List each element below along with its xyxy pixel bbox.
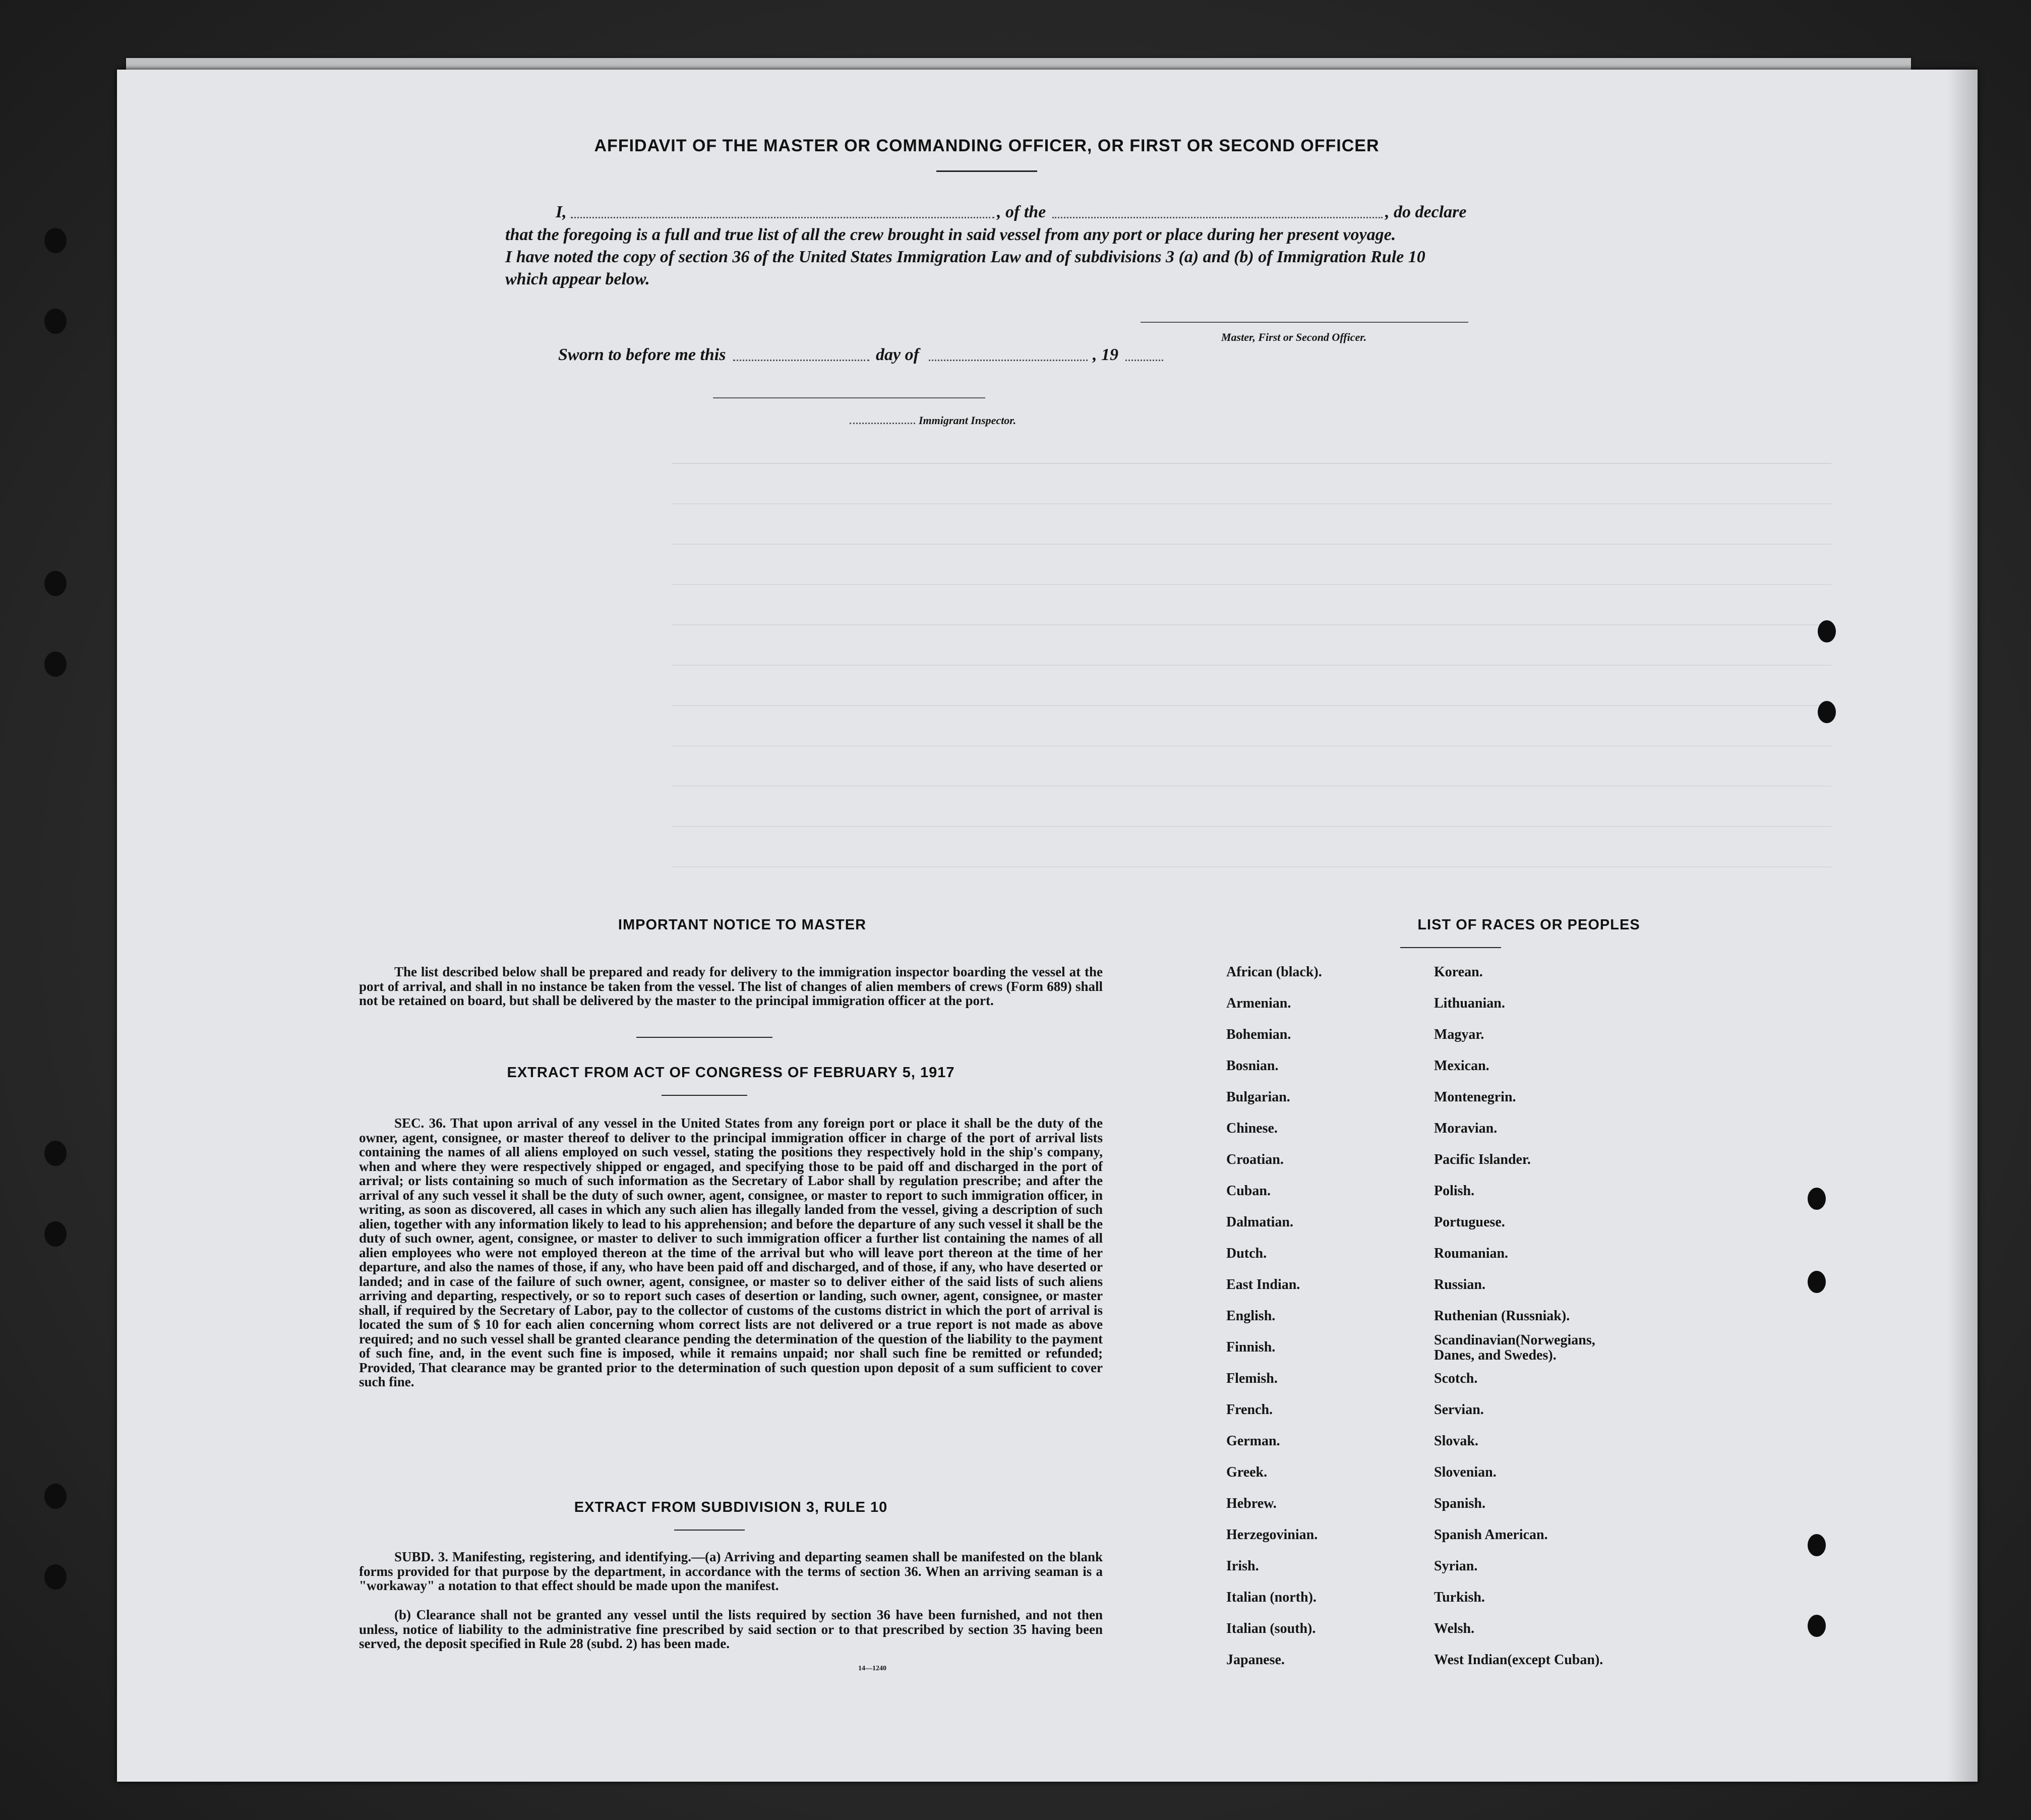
race-item: Scotch. — [1434, 1371, 1478, 1386]
race-item: Pacific Islander. — [1434, 1152, 1531, 1167]
race-item: Welsh. — [1434, 1621, 1475, 1636]
race-item: Spanish. — [1434, 1496, 1485, 1511]
race-item: Bulgarian. — [1226, 1089, 1290, 1105]
rule-text-b: (b) Clearance shall not be granted any vessel until the lists required by section 36 have been furnished, and not then unless, notice of liability to the administrative fine prescribed by said section or to that prescribed by section 35 having been served, the deposit specified in Rule 28 (subd. 2) has been made. — [359, 1607, 1103, 1651]
race-item: Polish. — [1434, 1183, 1475, 1199]
affidavit-line2: that the foregoing is a full and true list of all the crew brought in said vessel from any port or place during her present voyage. — [505, 225, 1396, 244]
act-text: SEC. 36. That upon arrival of any vessel in the United States from any foreign port or place it shall be the duty of the owner, agent, consignee, or master thereof to deliver to the principal immigration officer in charge of the port of arrival lists containing the names of all aliens employed on such vessel, stating the positions they respectively hold in the ship's company, when and where they were respectively shipped or engaged, and specifying those to be paid off and discharged in the port of arrival; or lists containing so much of such information as the Secretary of Labor shall by regulation prescribe; and after the arrival of any such vessel it shall be the duty of such owner, agent, consignee, or master to report to such immigration officer, in writing, as soon as discovered, all cases in which any such alien has illegally landed from the vessel, giving a description of such alien, together with any information likely to lead to his apprehension; and before the departure of any such vessel it shall be the duty of such owner, agent, consignee, or master to deliver to such immigration officer a further list containing the names of all alien employees who were not employed thereon at the time of the arrival but who will leave port thereon at the time of her departure, and also the names of those, if any, who have been paid off and discharged, and of those, if any, who have deserted or landed; and in case of the failure of such owner, agent, consignee, or master so to deliver either of the said lists of such aliens arriving and departing, respectively, or so to report such cases of desertion or landing, such owner, agent, consignee, or master shall, if required by the Secretary of Labor, pay to the collector of customs of the customs district in which the port of arrival is located the sum of $ 10 for each alien concerning whom correct lists are not delivered or a true report is not made as above required; and no such vessel shall be granted clearance pending the determination of the question of the liability to the payment of such fine, and, in the event such fine is imposed, while it remains unpaid; nor shall such fine be remitted or refunded; Provided, That clearance may be granted prior to the determination of such question upon deposit of a sum sufficient to cover such fine. — [359, 1116, 1103, 1389]
race-item: Russian. — [1434, 1277, 1485, 1293]
binder-hole-icon — [44, 652, 67, 677]
race-item: Syrian. — [1434, 1558, 1478, 1574]
name-blank — [571, 217, 994, 218]
race-item: Croatian. — [1226, 1152, 1284, 1167]
notice-rule — [636, 1037, 772, 1038]
race-item: German. — [1226, 1433, 1280, 1449]
race-item: French. — [1226, 1402, 1273, 1418]
race-item: Roumanian. — [1434, 1246, 1509, 1261]
binder-hole-icon — [44, 1564, 67, 1590]
races-title: LIST OF RACES OR PEOPLES — [1417, 917, 1640, 933]
race-item: Montenegrin. — [1434, 1089, 1516, 1105]
sworn-day-blank — [733, 360, 869, 361]
binder-hole-icon — [1808, 1188, 1826, 1210]
race-item: Italian (north). — [1226, 1590, 1317, 1605]
binder-hole-icon — [44, 1484, 67, 1509]
race-item: Scandinavian(Norwegians, Danes, and Swedes). — [1434, 1332, 1595, 1363]
race-item: Moravian. — [1434, 1121, 1498, 1136]
race-item: Chinese. — [1226, 1121, 1278, 1136]
race-item: Spanish American. — [1434, 1527, 1548, 1543]
binder-hole-icon — [1808, 1615, 1826, 1637]
race-item: Korean. — [1434, 964, 1483, 980]
race-item: Slovenian. — [1434, 1464, 1497, 1480]
race-item: English. — [1226, 1308, 1276, 1324]
affidavit-line1-declare: , do declare — [1385, 203, 1467, 221]
races-rule — [1400, 947, 1501, 948]
race-item: Japanese. — [1226, 1652, 1285, 1668]
binder-hole-icon — [44, 1221, 67, 1247]
rule-text-a: SUBD. 3. Manifesting, registering, and identifying.—(a) Arriving and departing seamen shall be manifested on the blank forms provided for that purpose by the department, in accordance with the terms of section 36. When an arriving seaman is a "workaway" a notation to that effect should be made upon the manifest. — [359, 1549, 1103, 1593]
affidavit-line1-of-the: , of the — [997, 203, 1046, 221]
inspector-dots — [850, 423, 915, 424]
binder-hole-icon — [44, 571, 67, 596]
signature-label: Master, First or Second Officer. — [1221, 331, 1367, 343]
rule-title-rule — [674, 1530, 745, 1531]
rule-title: EXTRACT FROM SUBDIVISION 3, RULE 10 — [574, 1499, 888, 1515]
vessel-blank — [1052, 217, 1383, 218]
notice-text: The list described below shall be prepared and ready for delivery to the immigration inspector boarding the vessel at the port of arrival, and shall in no instance be taken from the vessel. The list of changes of alien members of crews (Form 689) shall not be retained on board, but shall be delivered by the master to the principal immigration officer at the port. — [359, 964, 1103, 1008]
act-rule — [662, 1095, 747, 1096]
race-item: Magyar. — [1434, 1027, 1484, 1042]
race-item: Lithuanian. — [1434, 995, 1505, 1011]
race-item: Dalmatian. — [1226, 1214, 1293, 1230]
race-item: Cuban. — [1226, 1183, 1271, 1199]
day-of-text: day of — [876, 345, 919, 364]
race-item: Turkish. — [1434, 1590, 1485, 1605]
sworn-year-blank — [1125, 360, 1163, 361]
race-item: Bohemian. — [1226, 1027, 1291, 1042]
document-page — [117, 70, 1978, 1782]
notice-title: IMPORTANT NOTICE TO MASTER — [618, 917, 867, 933]
race-item: West Indian(except Cuban). — [1434, 1652, 1603, 1668]
race-item: Hebrew. — [1226, 1496, 1277, 1511]
race-item: African (black). — [1226, 964, 1322, 980]
binder-hole-icon — [1818, 620, 1836, 642]
race-item: Flemish. — [1226, 1371, 1278, 1386]
form-code: 14—1240 — [858, 1665, 886, 1672]
race-item: Italian (south). — [1226, 1621, 1316, 1636]
race-item: Finnish. — [1226, 1339, 1276, 1355]
binder-hole-icon — [1808, 1534, 1826, 1556]
signature-blank — [1141, 322, 1468, 323]
inspector-blank — [713, 397, 985, 398]
race-item: Herzegovinian. — [1226, 1527, 1318, 1543]
sworn-month-blank — [929, 360, 1088, 361]
race-item: Portuguese. — [1434, 1214, 1505, 1230]
affidavit-title-rule — [936, 170, 1037, 172]
binder-hole-icon — [44, 228, 67, 253]
race-item: Greek. — [1226, 1464, 1268, 1480]
race-item: Servian. — [1434, 1402, 1484, 1418]
race-item: Dutch. — [1226, 1246, 1267, 1261]
affidavit-line4: which appear below. — [505, 270, 650, 288]
race-item: Mexican. — [1434, 1058, 1489, 1074]
race-item: Armenian. — [1226, 995, 1291, 1011]
race-item: Bosnian. — [1226, 1058, 1279, 1074]
race-item: East Indian. — [1226, 1277, 1300, 1293]
year-text: , 19 — [1093, 345, 1118, 364]
binder-hole-icon — [44, 309, 67, 334]
race-item: Ruthenian (Russniak). — [1434, 1308, 1570, 1324]
race-item: Irish. — [1226, 1558, 1259, 1574]
binder-hole-icon — [44, 1141, 67, 1166]
sworn-text: Sworn to before me this — [558, 345, 726, 364]
binder-hole-icon — [1808, 1271, 1826, 1293]
inspector-label: Immigrant Inspector. — [919, 414, 1017, 427]
act-title: EXTRACT FROM ACT OF CONGRESS OF FEBRUARY 5, 1917 — [507, 1065, 955, 1081]
affidavit-line1-i: I, — [556, 203, 567, 221]
binder-hole-icon — [1818, 701, 1836, 723]
affidavit-line3: I have noted the copy of section 36 of the United States Immigration Law and of subdivisions 3 (a) and (b) of Immigration Rule 10 — [505, 248, 1425, 266]
race-item: Slovak. — [1434, 1433, 1478, 1449]
affidavit-title: AFFIDAVIT OF THE MASTER OR COMMANDING OFFICER, OR FIRST OR SECOND OFFICER — [594, 136, 1380, 155]
